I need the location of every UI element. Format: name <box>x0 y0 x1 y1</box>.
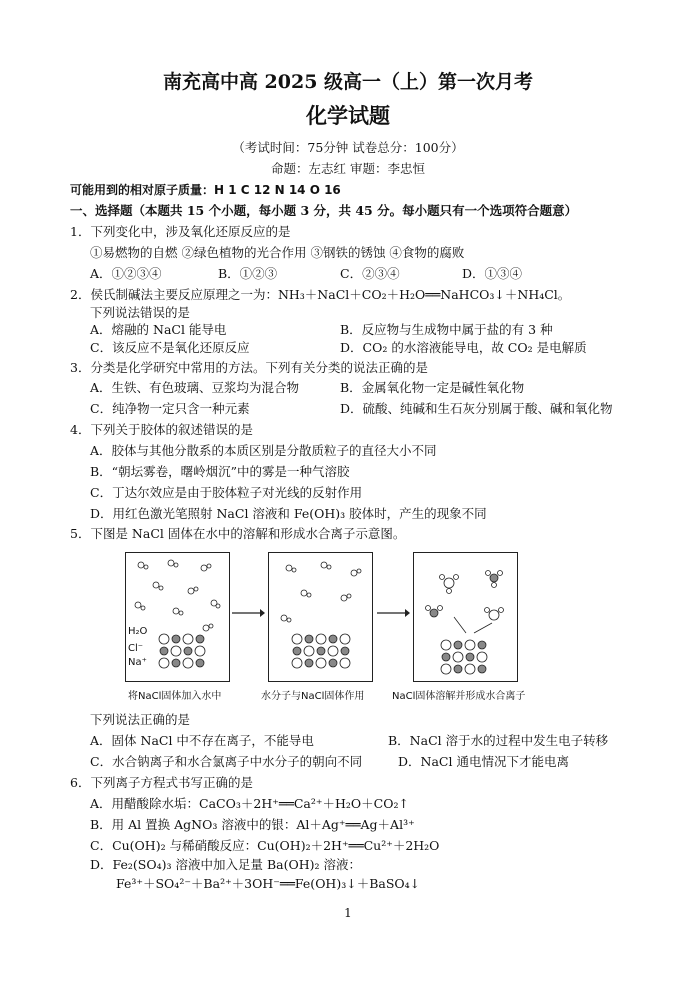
label-h2o: H₂O <box>128 626 148 637</box>
q2-option-b: B．反应物与生成物中属于盐的有 3 种 <box>340 322 553 337</box>
q3-option-b: B．金属氧化物一定是碱性氧化物 <box>340 380 525 395</box>
diagram-panel-2 <box>268 552 373 682</box>
q1-option-d: D．①③④ <box>462 266 523 281</box>
q4-option-d: D．用红色激光笔照射 NaCl 溶液和 Fe(OH)₃ 胶体时，产生的现象不同 <box>90 506 487 521</box>
q5-option-c: C．水合钠离子和水合氯离子中水分子的朝向不同 <box>90 754 363 769</box>
q1-option-c: C．②③④ <box>340 266 400 281</box>
q2-stem2: 下列说法错误的是 <box>90 305 191 320</box>
diagram-panel-3 <box>413 552 518 682</box>
exam-subtitle: 化学试题 <box>306 103 390 128</box>
q3-option-a: A．生铁、有色玻璃、豆浆均为混合物 <box>90 380 300 395</box>
section-heading: 一、选择题（本题共 15 个小题，每小题 3 分，共 45 分。每小题只有一个选项符合题意） <box>70 203 578 218</box>
q3-option-c: C．纯净物一定只含一种元素 <box>90 401 250 416</box>
q5-option-b: B．NaCl 溶于水的过程中发生电子转移 <box>388 733 609 748</box>
q2-option-c: C．该反应不是氧化还原反应 <box>90 340 250 355</box>
q1-option-a: A．①②③④ <box>90 266 162 281</box>
arrow-icon <box>230 606 266 620</box>
arrow-icon <box>375 606 411 620</box>
q6-option-b: B．用 Al 置换 AgNO₃ 溶液中的银：Al＋Ag⁺══Ag＋Al³⁺ <box>90 817 415 832</box>
panel-2-drawing <box>269 553 372 681</box>
q6-stem: 6．下列离子方程式书写正确的是 <box>70 775 253 790</box>
nacl-crystal-1 <box>159 634 205 668</box>
q2-option-a: A．熔融的 NaCl 能导电 <box>90 322 227 337</box>
q4-option-a: A．胶体与其他分散系的本质区别是分散质粒子的直径大小不同 <box>90 443 437 458</box>
q6-option-a: A．用醋酸除水垢：CaCO₃＋2H⁺══Ca²⁺＋H₂O＋CO₂↑ <box>90 796 409 811</box>
q1-stem: 1．下列变化中，涉及氧化还原反应的是 <box>70 224 291 239</box>
q4-option-c: C．丁达尔效应是由于胶体粒子对光线的反射作用 <box>90 485 363 500</box>
q5-option-d: D．NaCl 通电情况下才能电离 <box>398 754 569 769</box>
q3-option-d: D．硫酸、纯碱和生石灰分别属于酸、碱和氧化物 <box>340 401 613 416</box>
diagram-caption-1: 将NaCl固体加入水中 <box>128 691 222 702</box>
q5-option-a: A．固体 NaCl 中不存在离子，不能导电 <box>90 733 314 748</box>
label-na: Na⁺ <box>128 657 147 668</box>
q4-option-b: B．“朝坛雾卷，曙岭烟沉”中的雾是一种气溶胶 <box>90 464 350 479</box>
q2-stem: 2．侯氏制碱法主要反应原理之一为：NH₃＋NaCl＋CO₂＋H₂O══NaHCO₃↓＋NH₄Cl。 <box>70 287 571 302</box>
q6-option-c: C．Cu(OH)₂ 与稀硝酸反应：Cu(OH)₂＋2H⁺══Cu²⁺＋2H₂O <box>90 838 440 853</box>
atomic-masses: 可能用到的相对原子质量：H 1 C 12 N 14 O 16 <box>70 183 341 197</box>
q4-stem: 4．下列关于胶体的叙述错误的是 <box>70 422 253 437</box>
q6-option-d: D．Fe₂(SO₄)₃ 溶液中加入足量 Ba(OH)₂ 溶液： <box>90 857 361 872</box>
q1-items: ①易燃物的自燃 ②绿色植物的光合作用 ③钢铁的锈蚀 ④食物的腐败 <box>90 245 465 260</box>
q3-stem: 3．分类是化学研究中常用的方法。下列有关分类的说法正确的是 <box>70 360 428 375</box>
water-molecules-1 <box>135 560 220 631</box>
panel-3-drawing <box>414 553 517 681</box>
q6-option-d-equation: Fe³⁺＋SO₄²⁻＋Ba²⁺＋3OH⁻══Fe(OH)₃↓＋BaSO₄↓ <box>116 876 421 891</box>
q5-stem2: 下列说法正确的是 <box>90 712 191 727</box>
exam-info: （考试时间：75分钟 试卷总分：100分） <box>232 140 464 155</box>
exam-authors: 命题：左志红 审题：李忠恒 <box>271 161 425 176</box>
exam-title: 南充高中高 2025 级高一（上）第一次月考 <box>162 71 534 93</box>
q1-option-b: B．①②③ <box>218 266 278 281</box>
diagram-caption-3: NaCl固体溶解并形成水合离子 <box>392 691 526 702</box>
label-cl: Cl⁻ <box>128 643 144 654</box>
diagram-caption-2: 水分子与NaCl固体作用 <box>261 691 365 702</box>
q2-option-d: D．CO₂ 的水溶液能导电，故 CO₂ 是电解质 <box>340 340 587 355</box>
q5-stem: 5．下图是 NaCl 固体在水中的溶解和形成水合离子示意图。 <box>70 526 406 541</box>
page-number: 1 <box>344 906 352 920</box>
